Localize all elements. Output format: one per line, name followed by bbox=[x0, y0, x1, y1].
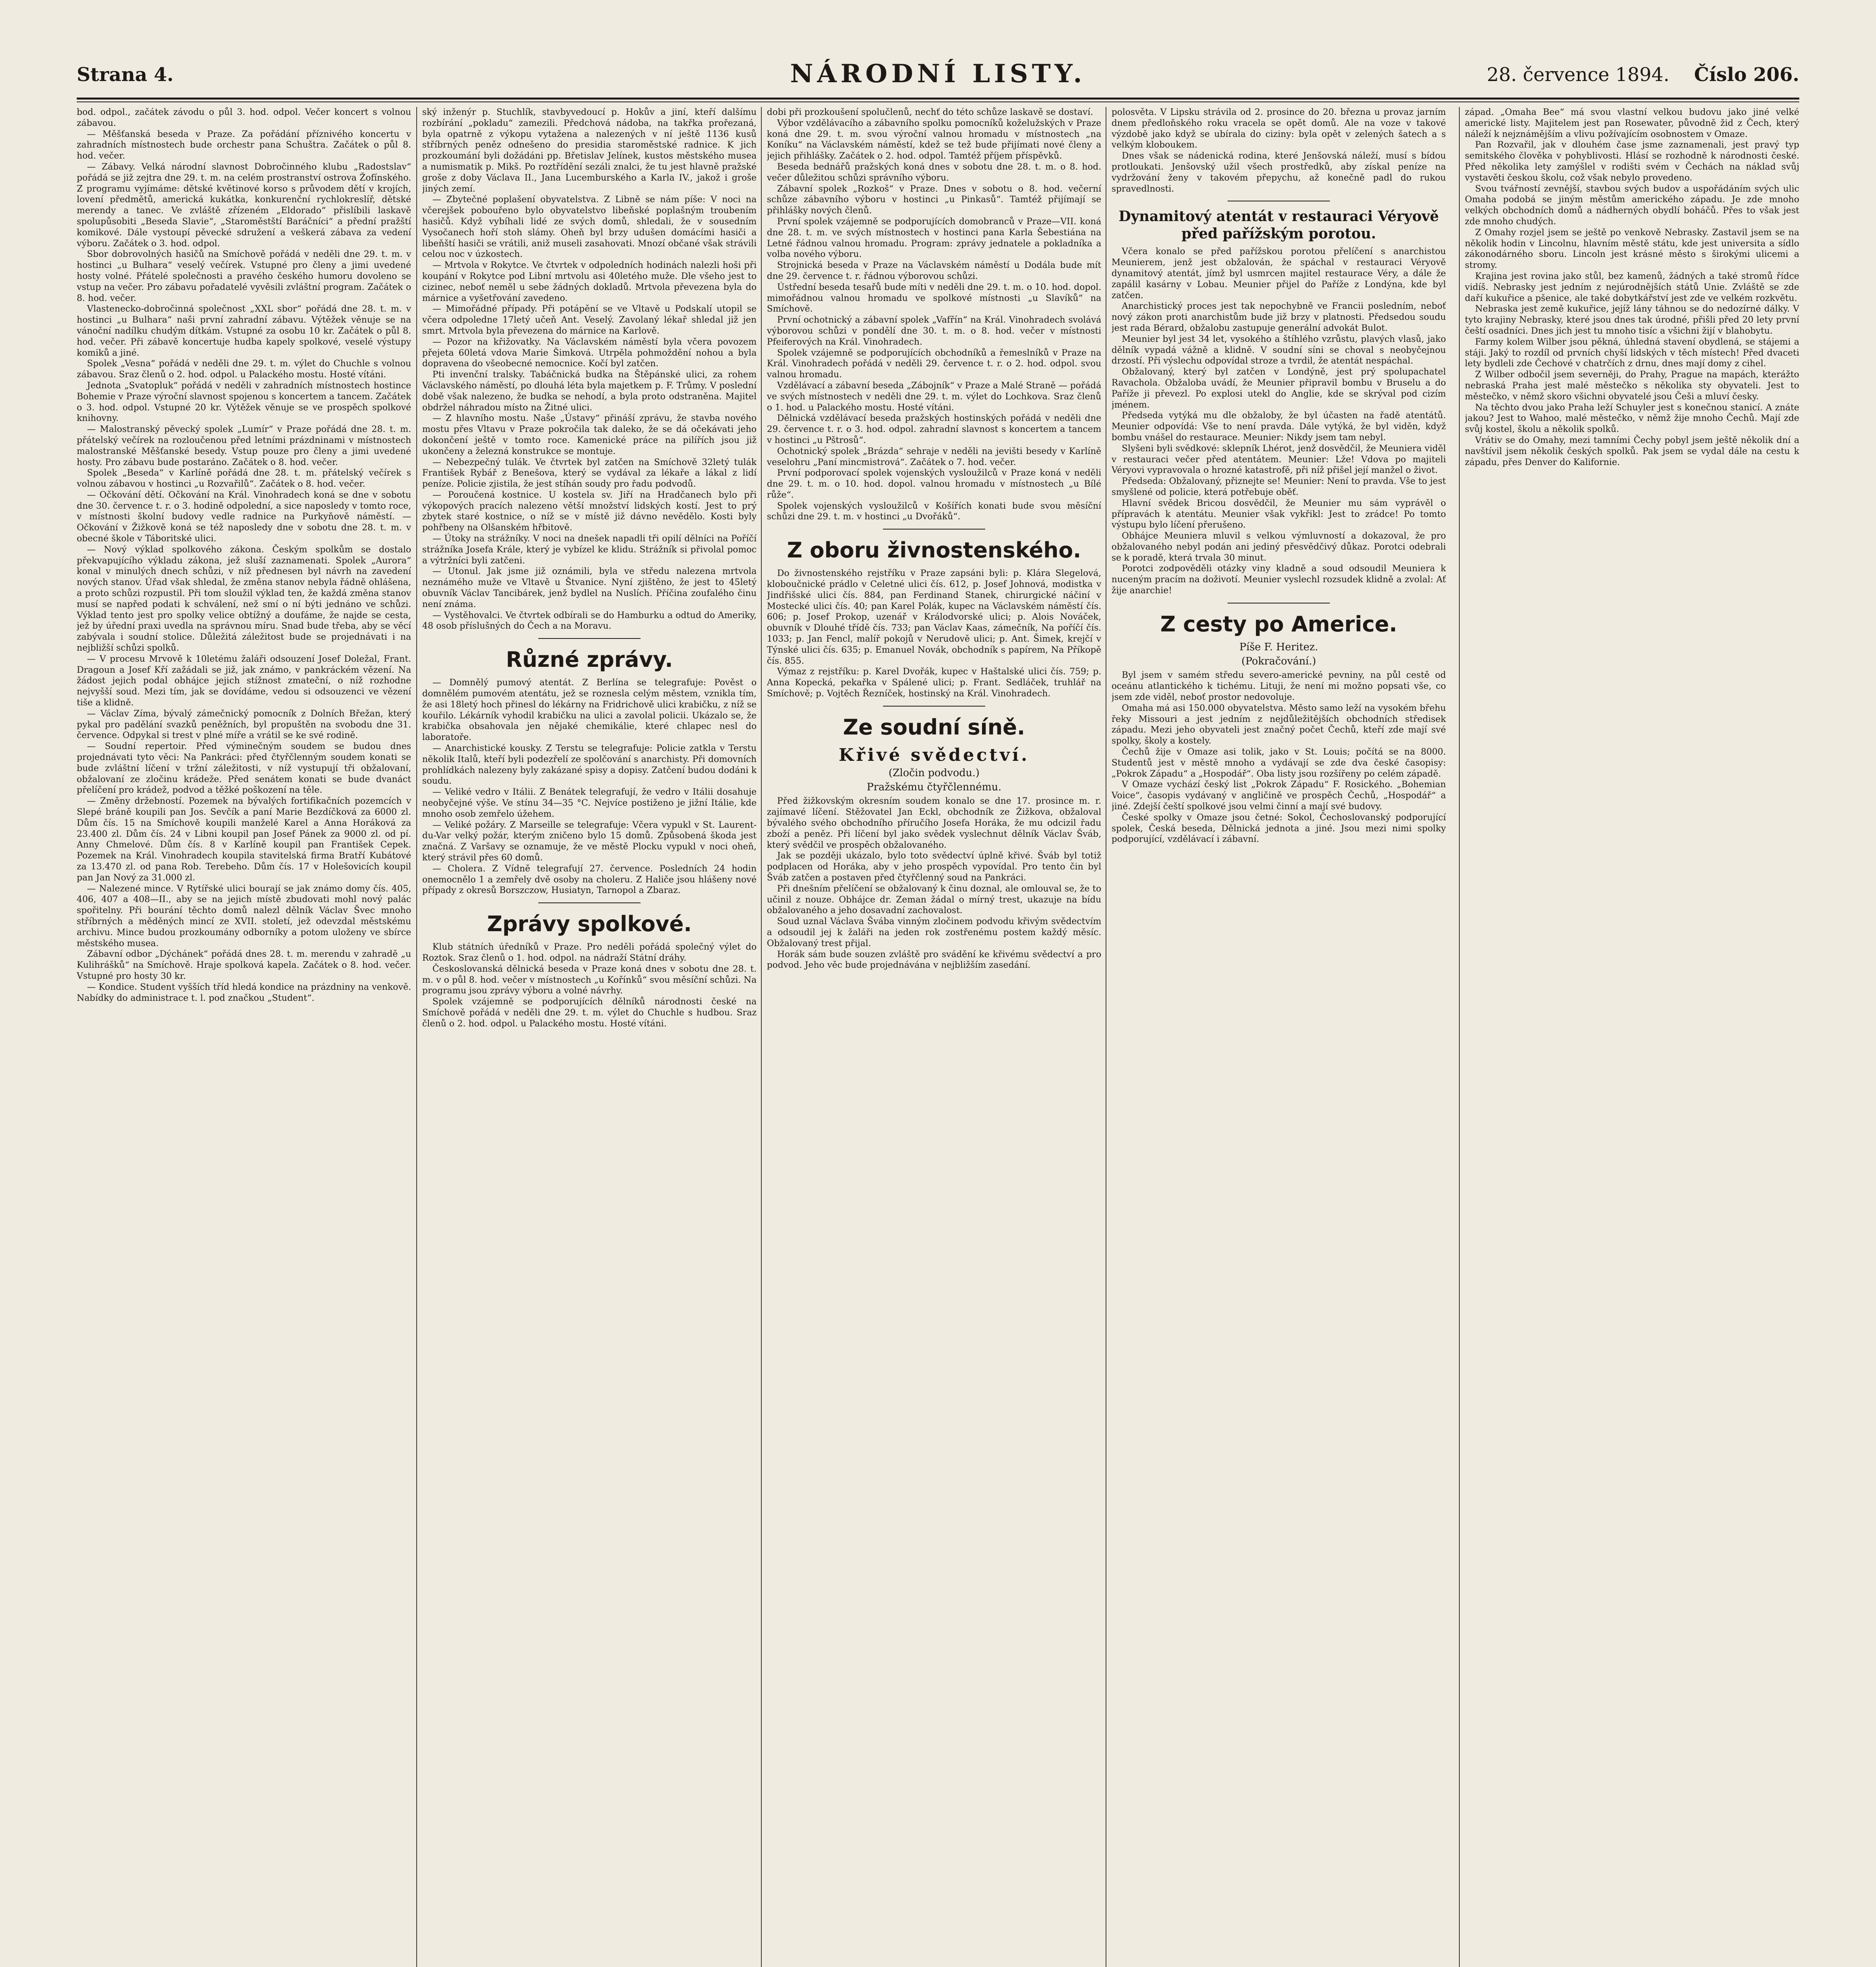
paragraph: — Změny držebností. Pozemek na bývalých fortifikačních pozemcích v Slepé bráně koupili pan Jos. Sevčík a paní Marie Bezdíčková za 6000 zl. Dům čís. 15 na Smíchově koupili manželé Karel a Anna Horáková za 23.400 zl. Dům čís. 24 v Libni koupil pan Josef Pánek za 9000 zl. od pí. Anny Chmelové. Dům čís. 8 v Karlíně koupil pan František Cepek. Pozemek na Král. Vinohradech koupila stavitelská firma Bratří Kubátové za 13.470 zl. od pana Rob. Terebeho. Dům čís. 17 v Holešovicích koupil pan Jan Nový za 31.000 zl. bbox=[77, 796, 411, 883]
paragraph: Obžalovaný, který byl zatčen v Londýně, jest prý spolupachatel Ravachola. Obžaloba uvádí, že Meunier připravil bombu v Bruselu a do Paříže ji převezl. Po explosi utekl do Anglie, kde se skrýval pod cizím jménem. bbox=[1112, 367, 1446, 410]
paragraph: Jednota „Svatopluk“ pořádá v neděli v zahradních místnostech hostince Bohemie v Praze výroční slavnost spojenou s koncertem a tancem. Začátek o 3. hod. odpol. Vstupné 20 kr. Výtěžek věnuje se ve prospěch spolkové knihovny. bbox=[77, 380, 411, 424]
paragraph: Slyšeni byli svědkové: sklepník Lhérot, jenž dosvědčil, že Meuniera viděl v restauraci večer před atentátem. Meunier: Lže! Vdova po majiteli Véryovi vypravovala o hrozné katastrofě, při níž přišel její manžel o život. bbox=[1112, 443, 1446, 476]
paragraph: Ústřední beseda tesařů bude míti v neděli dne 29. t. m. o 10. hod. dopol. mimořádnou valnou hromadu ve spolkové místnosti „u Slavíků“ na Smíchově. bbox=[767, 282, 1101, 314]
paragraph: Obhájce Meuniera mluvil s velkou výmluvností a dokazoval, že pro obžalovaného nebyl podán ani jediný přesvědčivý důkaz. Porotci odebrali se k poradě, která trvala 30 minut. bbox=[1112, 531, 1446, 563]
paragraph: — Očkování dětí. Očkování na Král. Vinohradech koná se dne v sobotu dne 30. července t. r. o 3. hodině odpolední, a sice naposledy v tomto roce, v místnosti školní budovy vedle radnice na Purkyňově náměstí. — Očkování v Žižkově koná se též naposledy dne v sobotu dne 28. t. m. v obecné škole v Táboritské ulici. bbox=[77, 489, 411, 544]
paragraph: Porotci zodpověděli otázky viny kladně a soud odsoudil Meuniera k nuceným pracím na doživotí. Meunier vyslechl rozsudek klidně a zvolal: Ať žije anarchie! bbox=[1112, 563, 1446, 596]
page-number: Strana 4. bbox=[77, 64, 174, 86]
paragraph: V Omaze vychází český list „Pokrok Západu“ F. Rosického. „Bohemian Voice“, časopis vydávaný v angličině ve prospěch Čechů, „Hospodář“ a jiné. Zdejší čeští spolkové jsou velmi činní a mají své budovy. bbox=[1112, 779, 1446, 812]
paragraph: — Útoky na strážníky. V noci na dnešek napadli tři opilí dělníci na Poříčí strážníka Josefa Krále, který je vybízel ke klidu. Strážník si přivolal pomoc a výtržníci byli zatčeni. bbox=[422, 533, 757, 566]
paragraph: — Cholera. Z Vídně telegrafují 27. července. Posledních 24 hodin onemocnělo 1 a zemřely dvě osoby na choleru. Z Haliče jsou hlášeny nové případy z okresů Borszczow, Husiatyn, Tarnopol a Zbaraz. bbox=[422, 863, 757, 896]
paragraph: Dělnická vzdělávací beseda pražských hostinských pořádá v neděli dne 29. července t. r. o 3. hod. odpol. zahradní slavnost s koncertem a tancem v hostinci „u Pštrosů“. bbox=[767, 413, 1101, 445]
paragraph: — Zábavy. Velká národní slavnost Dobročinného klubu „Radostslav“ pořádá se již zejtra dne 29. t. m. na celém prostranství ostrova Žofínského. Z programu vyjímáme: dětské květinové korso s průvodem dětí v krojích, lovení předmětů, americká kukátka, konkurenční rychlokreslíř, dětské merendy a tanec. Ve zvláště zřízeném „Eldorado“ přislíbili laskavě spolupůsobiti „Beseda Slavie“, „Staroměstští Baráčníci“ a přední pražští komikové. Dále vystoupí pěvecké sdružení a veškerá zábava za vedení výboru. Začátek o 3. hod. odpol. bbox=[77, 161, 411, 249]
paragraph: — Malostranský pěvecký spolek „Lumír“ v Praze pořádá dne 28. t. m. přátelský večírek na rozloučenou před letními prázdninami v místnostech malostranské Měšťanské besedy. Vstup pouze pro členy a jimi uvedené hosty. Pro zábavu bude postaráno. Začátek o 8. hod. večer. bbox=[77, 424, 411, 467]
section-separator bbox=[883, 706, 985, 707]
paragraph: dobi při prozkoušení spolučlenů, nechť do této schůze laskavě se dostaví. bbox=[767, 107, 1093, 117]
paragraph: Dnes však se nádenická rodina, které Jenšovská náleží, musí s bídou protloukati. Jenšovský užil všech prostředků, aby získal peníze na vydržování ženy v takovém přepychu, až konečně padl do rukou spravedlnosti. bbox=[1112, 151, 1446, 194]
paragraph: První spolek vzájemně se podporujících domobranců v Praze—VII. koná dne 28. t. m. ve svých místnostech v hostinci pana Karla Šebestiána na Letné řádnou valnou hromadu. Program: zprávy jednatele a pokladníka a volba nového výboru. bbox=[767, 216, 1101, 260]
paragraph: západ. „Omaha Bee“ má svou vlastní velkou budovu jako jiné velké americké listy. Majitelem jest pan Rosewater, původně žid z Čech, který náleží k nejznámějším a vlivu požívajícím osobnostem v Omaze. bbox=[1465, 107, 1799, 139]
paragraph: — Utonul. Jak jsme již oznámili, byla ve středu nalezena mrtvola neznámého muže ve Vltavě u Štvanice. Nyní zjištěno, že jest to 45letý obuvník Václav Tancibárek, jenž bydlel na Nuslích. Příčina zoufalého činu není známa. bbox=[422, 566, 757, 609]
paragraph: — Vystěhovalci. Ve čtvrtek odbírali se do Hamburku a odtud do Ameriky, 48 osob příslušných do Čech a na Moravu. bbox=[422, 610, 757, 631]
paragraph: — Poroučená kostnice. U kostela sv. Jiří na Hradčanech bylo při výkopových pracích nalezeno větší množství lidských kostí. Jest to prý zbytek staré kostnice, o níž se v místě již dávno nevědělo. Kosti byly pohřbeny na Olšanském hřbitově. bbox=[422, 489, 757, 533]
article-subtitle: (Pokračování.) bbox=[1241, 655, 1316, 667]
article-subtitle: (Zločin podvodu.) bbox=[888, 767, 980, 779]
paragraph: Ochotnický spolek „Brázda“ sehraje v neděli na jevišti besedy v Karlíně veselohru „Paní mincmistrová“. Začátek o 7. hod. večer. bbox=[767, 446, 1101, 467]
issue-number: Číslo 206. bbox=[1694, 64, 1799, 86]
paragraph: — Kondice. Student vyšších tříd hledá kondice na prázdniny na venkově. Nabídky do administrace t. l. pod značkou „Student“. bbox=[77, 982, 411, 1003]
paragraph: — Domnělý pumový atentát. Z Berlína se telegrafuje: Pověst o domnělém pumovém atentátu, jež se roznesla celým městem, vznikla tím, že asi 18letý hoch přinesl do lékárny na Fridrichově ulici krabičku, z níž se kouřilo. Lékárník vyhodil krabičku na ulici a zavolal policii. Ukázalo se, že krabička obsahovala jen nějaké chemikálie, které chlapec nesl do laboratoře. bbox=[422, 677, 757, 743]
paragraph: České spolky v Omaze jsou četné: Sokol, Čechoslovanský podporující spolek, Česká beseda, Dělnická jednota a jiné. Jsou mezi nimi spolky podporující, vzdělávací i zábavní. bbox=[1112, 812, 1446, 845]
paragraph: První ochotnický a zábavní spolek „Vafřín“ na Král. Vinohradech svolává výborovou schůzi v pondělí dne 30. t. m. o 8. hod. večer v místnosti Pfeiferových na Král. Vinohradech. bbox=[767, 315, 1101, 347]
paragraph: Spolek vzájemně se podporujících dělníků národnosti české na Smíchově pořádá v neděli dne 29. t. m. výlet do Chuchle s hudbou. Sraz členů o 2. hod. odpol. u Palackého mostu. Hosté vítáni. bbox=[422, 996, 757, 1029]
paragraph: Zábavní odbor „Dýchánek“ pořádá dnes 28. t. m. merendu v zahradě „u Kulihrášků“ na Smíchově. Hraje spolková kapela. Začátek o 8. hod. večer. Vstupné pro hosty 30 kr. bbox=[77, 949, 411, 981]
paragraph: Výmaz z rejstříku: p. Karel Dvořák, kupec v Haštalské ulici čís. 759; p. Anna Kopecká, pekařka v Spálené ulici; p. Frant. Sedláček, truhlář na Smíchově; p. Vojtěch Řezníček, hostinský na Král. Vinohradech. bbox=[767, 666, 1101, 699]
paragraph: Svou tvářností zevnější, stavbou svých budov a uspořádáním svých ulic Omaha podobá se jiným městům amerického západu. Je zde mnoho velkých obchodních domů a nádherných obydlí boháčů. Přes to však jest zde mnoho chudých. bbox=[1465, 183, 1799, 227]
article-title-dynamitovy-atentat: Dynamitový atentát v restauraci Véryově před pařížským porotou. bbox=[1119, 208, 1439, 242]
paragraph: Anarchistický proces jest tak nepochybně ve Francii posledním, neboť nový zákon proti anarchistům bude již brzy v platnosti. Předsedou soudu jest rada Bérard, obžalobu zastupuje generální advokát Bulot. bbox=[1112, 301, 1446, 333]
paragraph: Beseda bednářů pražských koná dnes v sobotu dne 28. t. m. o 8. hod. večer důležitou schůzi správního výboru. bbox=[767, 161, 1101, 183]
article-title-krive-svedectvi: Křivé svědectví. bbox=[838, 745, 1030, 765]
paragraph: — Veliké požáry. Z Marseille se telegrafuje: Včera vypukl v St. Laurent-du-Var velký požár, kterým zničeno bylo 15 domů. Způsobená škoda jest značná. Z Varšavy se oznamuje, že ve městě Plocku vypukl v noci oheň, který strávil přes 60 domů. bbox=[422, 819, 757, 863]
paragraph: Sbor dobrovolných hasičů na Smíchově pořádá v neděli dne 29. t. m. v hostinci „u Bulhara“ veselý večírek. Vstupné pro členy a jimi uvedené hosty volné. Přátelé společnosti a pravého českého humoru dovoleno se vstup na večer. Pro zábavu pořadatelé vyvěsili zvláštní program. Začátek o 8. hod. večer. bbox=[77, 249, 411, 303]
paragraph: Z Wilber odbočil jsem severněji, do Prahy, Prague na mapách, kterážto nebraská Praha jest malé městečko s několika sty obyvateli. Jest to městečko, v němž skoro všichni obyvatelé jsou Češi a mluví česky. bbox=[1465, 369, 1799, 402]
paragraph: — Nový výklad spolkového zákona. Českým spolkům se dostalo překvapujícího výkladu zákona, jež sluší zaznamenati. Spolek „Aurora“ konal v minulých dnech schůzi, v níž přednesen byl návrh na zavedení nových stanov. Úřad však shledal, že změna stanov nebyla řádně ohlášena, a proto schůzi rozpustil. Při tom sloužil výklad ten, že každá změna stanov musí se napřed podati k schválení, než smí o ní býti jednáno ve schůzi. Výklad tento jest pro spolky velice obtížný a doufáme, že najde se cesta, jež by úřední praxi uvedla na správnou míru. Snad bude třeba, aby se věcí zabývala i soudní stolice. Důležitá záležitost bude se projednávati i na nejbližší schůzi spolků. bbox=[77, 544, 411, 653]
paragraph: Horák sám bude souzen zvláště pro svádění ke křivému svědectví a pro podvod. Jeho věc bude projednávána v nejbližším zasedání. bbox=[767, 949, 1101, 971]
paragraph: Klub státních úředníků v Praze. Pro neděli pořádá společný výlet do Roztok. Sraz členů o 1. hod. odpol. na nádraží Státní dráhy. bbox=[422, 942, 757, 963]
column-divider bbox=[1459, 107, 1460, 1967]
paragraph: Byl jsem v samém středu severo-americké pevniny, na půl cestě od oceánu atlantického k tichému. Lituji, že není mi možno popsati vše, co jsem zde viděl, neboť prostor nedovoluje. bbox=[1112, 670, 1446, 703]
paragraph: — Mrtvola v Rokytce. Ve čtvrtek v odpoledních hodinách nalezli hoši při koupání v Rokytce pod Libní mrtvolu asi 40letého muže. Dle všeho jest to cizinec, neboť neměl u sebe žádných dokladů. Mrtvola převezena byla do márnice a vyšetřování zavedeno. bbox=[422, 260, 757, 303]
section-heading-zivnostenske: Z oboru živnostenského. bbox=[787, 538, 1081, 563]
paragraph: Předseda vytýká mu dle obžaloby, že byl účasten na řadě atentátů. Meunier odpovídá: Vše to není pravda. Dále vytýká, že byl viděn, když bombu vnášel do restaurace. Meunier: Nikdy jsem tam nebyl. bbox=[1112, 410, 1446, 443]
header-rule bbox=[77, 98, 1799, 100]
paragraph: — Pozor na křižovatky. Na Václavském náměstí byla včera povozem přejeta 60letá vdova Marie Šimková. Utrpěla pohmoždění nohou a byla dopravena do všeobecné nemocnice. Kočí byl zatčen. bbox=[422, 336, 757, 369]
section-separator bbox=[883, 529, 985, 530]
paragraph: Na těchto dvou jako Praha leží Schuyler jest s konečnou stanicí. A znáte jakou? Jest to Wahoo, malé městečko, v němž žije mnoho Čechů. Mají zde svůj kostel, školu a několik spolků. bbox=[1465, 402, 1799, 435]
paragraph: Soud uznal Václava Švába vinným zločinem podvodu křivým svědectvím a odsoudil jej k žaláři na jeden rok zostřenému postem každý měsíc. Obžalovaný trest přijal. bbox=[767, 916, 1101, 948]
section-heading-spolkove: Zprávy spolkové. bbox=[487, 912, 692, 937]
paragraph: Hlavní svědek Bricou dosvědčil, že Meunier mu sám vyprávěl o přípravách k atentátu. Meunier však vykřikl: Jest to zrádce! Po tomto výstupu bylo líčení přerušeno. bbox=[1112, 498, 1446, 530]
paragraph: Výbor vzdělávacího a zábavního spolku pomocníků koželužských v Praze koná dne 29. t. m. svou výroční valnou hromadu v místnostech „na Koníku“ na Václavském náměstí, kdež se tež bude přijímati nové členy a jejich přihlášky. Začátek o 2. hod. odpol. Tamtéž příjem příspěvků. bbox=[767, 118, 1101, 161]
paragraph: — V procesu Mrvově k 10letému žaláři odsouzení Josef Doležal, Frant. Dragoun a Josef Kří zažádali se již, jak známo, v pankráckém vězení. Na žádost jejich podal obhájce jejich stížnost zmateční, o níž rozhodne nejvyšší soud. Mezi tím, jak se dovídáme, vedou si odsouzenci ve vězení tiše a klidně. bbox=[77, 653, 411, 708]
paragraph: Do živnostenského rejstříku v Praze zapsáni byli: p. Klára Slegelová, kloboučnické prádlo v Celetné ulici čís. 612, p. Josef Johnová, modistka v Jindřišské ulici čís. 884, pan Ferdinand Stanek, chirurgické náčiní v Mostecké ulici čís. 40; pan Karel Polák, kupec na Václavském náměstí čís. 606; p. Josef Prokop, uzenář v Králodvorské ulici; p. Alois Nováček, obuvník v Dlouhé třídě čís. 733; pan Václav Kaas, zámečník, Na poříčí čís. 1033; p. Jan Fencl, malíř pokojů v Nerudově ulici; p. Ant. Šimek, krejčí v Týnské ulici čís. 635; p. Emanuel Novák, obchodník s papírem, Na Příkopě čís. 855. bbox=[767, 568, 1101, 666]
article-title-z-cesty-po-americe: Z cesty po Americe. bbox=[1160, 611, 1398, 637]
paragraph: — Soudní repertoir. Před výminečným soudem se budou dnes projednávati tyto věci: Na Pankráci: před čtyřčlenným soudem konati se bude zvláštní líčení v tržní záležitosti, v níž vystupují tři obžalovaní, obžalovaní ze zločinu krádeže. Před senátem konati se bude dvanáct přelíčení pro krádež, podvod a těžké poškození na těle. bbox=[77, 741, 411, 795]
paragraph: — Mimořádné případy. Při potápění se ve Vltavě u Podskalí utopil se včera odpoledne 17letý učeň Ant. Veselý. Zavolaný lékař shledal již jen smrt. Mrtvola byla převezena do márnice na Karlově. bbox=[422, 304, 757, 336]
paragraph: Včera konalo se před pařížskou porotou přelíčení s anarchistou Meunierem, jenž jest obžalován, že spáchal v restauraci Véryově dynamitový atentát, jímž byl usmrcen majitel restaurace Véry, a dále že zapálil kasárny v Lobau. Meunier přijel do Paříže z Londýna, kde byl zatčen. bbox=[1112, 246, 1446, 301]
article-byline: Píše F. Heritez. bbox=[1239, 641, 1318, 653]
paragraph: — Anarchistické kousky. Z Terstu se telegrafuje: Policie zatkla v Terstu několik Italů, kteří byli podezřelí ze spolčování s anarchisty. Při domovních prohlídkách nalezeny byly zakázané spisy a dopisy. Zatčení budou dodáni k soudu. bbox=[422, 743, 757, 786]
section-heading-soudni: Ze soudní síně. bbox=[843, 714, 1025, 740]
masthead bbox=[77, 59, 1799, 96]
paragraph: Krajina jest rovina jako stůl, bez kamenů, žádných a také stromů řídce vidíš. Nebrasky jest jedním z nejúrodnějších států Unie. Zvláště se zde daří kukuřice a pšenice, ale také dobytkářství jest zde ve velkém rozkvětu. bbox=[1465, 271, 1799, 303]
paragraph: První podporovací spolek vojenských vysloužilců v Praze koná v neděli dne 29. t. m. o 10. hod. dopol. valnou hromadu v místnostech „u Bílé růže“. bbox=[767, 468, 1101, 500]
paragraph: — Z hlavního mostu. Naše „Ústavy“ přináší zprávu, že stavba nového mostu přes Vltavu v Praze pokročila tak daleko, že se dá očekávati jeho dokončení ještě v tomto roce. Kamenické práce na pilířích jsou již ukončeny a železná konstrukce se montuje. bbox=[422, 413, 757, 456]
paragraph: Pan Rozvařil, jak v dlouhém čase jsme zaznamenali, jest pravý typ semitského člověka v pohyblivosti. Hlásí se rozhodně k národnosti české. Před několika lety zamýšlel v rodišti svém v Čechách na náklad svůj vystavěti českou školu, což však nebylo provedeno. bbox=[1465, 140, 1799, 183]
article-subtitle-court: Pražskému čtyřčlennému. bbox=[866, 781, 1002, 793]
paragraph: bod. odpol., začátek závodu o půl 3. hod. odpol. Večer koncert s volnou zábavou. bbox=[77, 107, 411, 128]
column-4 bbox=[1112, 107, 1446, 1967]
paragraph: Meunier byl jest 34 let, vysokého a štíhlého vzrůstu, plavých vlasů, jako dělník vypadá vážně a klidně. V soudní síni se choval s neobyčejnou drzostí. Při výslechu odpovídal stroze a tvrdil, že atentát nespáchal. bbox=[1112, 334, 1446, 366]
paragraph: Vzdělávací a zábavní beseda „Zábojník“ v Praze a Malé Straně — pořádá ve svých místnostech v neděli dne 29. t. m. výlet do Lochkova. Sraz členů o 1. hod. u Palackého mostu. Hosté vítáni. bbox=[767, 380, 1101, 413]
paragraph: Spolek vojenských vysloužilců v Košířích konati bude svou měsíční schůzi dne 29. t. m. v hostinci „u Dvořáků“. bbox=[767, 500, 1101, 522]
column-divider bbox=[761, 107, 762, 1967]
newspaper-title: NÁRODNÍ LISTY. bbox=[790, 59, 1086, 89]
paragraph: Při dnešním přelíčení se obžalovaný k činu doznal, ale omlouval se, že to učinil z nouze. Obhájce dr. Zeman žádal o mírný trest, ukazuje na bídu obžalovaného a jeho dosavadní zachovalost. bbox=[767, 883, 1101, 916]
paragraph: Čechů žije v Omaze asi tolik, jako v St. Louis; počítá se na 8000. Studentů jest v městě mnoho a vydávají se zde dva české časopisy: „Pokrok Západu“ a „Hospodář“. Oba listy jsou rozšířeny po celém západě. bbox=[1112, 747, 1446, 779]
paragraph: — Nalezené mince. V Rytířské ulici bourají se jak známo domy čís. 405, 406, 407 a 408—II., aby se na jejich místě zbudovati mohl nový palác spořitelny. Při bourání těchto domů nalezl dělník Václav Švec mnoho stříbrných a měděných mincí ze XVII. století, jež odevzdal městskému archivu. Mince budou prozkoumány odborníky a potom uloženy ve sbírce městského musea. bbox=[77, 883, 411, 948]
paragraph: Vrátiv se do Omahy, mezi tamními Čechy pobyl jsem ještě několik dní a navštívil jsem několik českých spolků. Pak jsem se vydal dále na cestu k západu, přes Denver do Kalifornie. bbox=[1465, 435, 1799, 467]
paragraph: Českoslovanská dělnická beseda v Praze koná dnes v sobotu dne 28. t. m. v o půl 8. hod. večer v místnostech „u Kořínků“ svou měsíční schůzi. Na programu jsou zprávy výboru a volné návrhy. bbox=[422, 963, 757, 996]
paragraph: Pti invenční tralsky. Tabáčnická budka na Štěpánské ulici, za rohem Václavského náměstí, po dlouhá léta byla majetkem p. F. Trůmy. V poslední době však nalezeno, že budka se nehodí, a byla proto odstraněna. Majitel obdržel náhradou místo na Žitné ulici. bbox=[422, 369, 757, 413]
paragraph: Z Omahy rozjel jsem se ještě po venkově Nebrasky. Zastavil jsem se na několik hodin v Lincolnu, hlavním městě státu, kde jest universita a sídlo zákonodárného sboru. Lincoln jest krásné město s širokými ulicemi a stromy. bbox=[1465, 227, 1799, 271]
column-3 bbox=[767, 107, 1101, 1967]
paragraph: Před žižkovským okresním soudem konalo se dne 17. prosince m. r. zajímavé líčení. Stěžovatel Jan Eckl, obchodník ze Žižkova, obžaloval bývalého svého obchodního příručího Josefa Horáka, že mu odcizil řadu zboží a peněz. Při líčení byl jako svědek vyslechnut dělník Václav Šváb, který svědčil ve prospěch obžalovaného. bbox=[767, 796, 1101, 850]
paragraph: ský inženýr p. Stuchlík, stavbyvedoucí p. Hokův a jiní, kteří dalšímu rozbírání „pokladu“ zamezili. Předchová nádoba, na takřka prořezaná, byla opatrně z výkopu vytažena a nalezených v ní ještě 1136 kusů stříbrných peněz odnešeno do presidia staroměstské radnice. K jich prozkoumání byli dožádáni pp. Břetislav Jelínek, kustos městského musea a numismatik p. Mikš. Po roztřídění sezáli znalci, že tu jest hlavně pražské groše z doby Václava II., Jana Lucemburského a Karla IV., jakož i groše jiných zemí. bbox=[422, 107, 757, 194]
paragraph: Spolek „Beseda“ v Karlíně pořádá dne 28. t. m. přátelský večírek s volnou zábavou v hostinci „u Rozvařilů“. Začátek o 8. hod. večer. bbox=[77, 468, 411, 489]
paragraph: — Měšťanská beseda v Praze. Za pořádání příznivého koncertu v zahradních místnostech bude orchestr pana Schuštra. Začátek o půl 8. hod. večer. bbox=[77, 129, 411, 161]
column-divider bbox=[416, 107, 417, 1967]
paragraph: — Nebezpečný tulák. Ve čtvrtek byl zatčen na Smíchově 32letý tulák František Rybář z Benešova, který se vydával za lékaře a lákal z lidí peníze. Policie zjistila, že jest stíhán soudy pro řadu podvodů. bbox=[422, 457, 757, 489]
paragraph: Nebraska jest země kukuřice, jejíž lány táhnou se do nedozírné dálky. V tyto krajiny Nebrasky, které jsou dnes tak úrodné, přišli před 20 lety první čeští osadníci. Dnes jich jest tu mnoho tisíc a všichni žijí v blahobytu. bbox=[1465, 304, 1799, 336]
paragraph: polosvěta. V Lipsku strávila od 2. prosince do 20. března u provaz jarním dnem předloňského roku vracela se opět domů. Ale na voze v takové výzdobě jako když se ubírala do ciziny: byla opět v zelených šatech a s velkým kloboukem. bbox=[1112, 107, 1446, 150]
paragraph: Farmy kolem Wilber jsou pěkná, úhledná stavení obydlená, se stájemi a stáji. Jaký to rozdíl od prvních chyší lidských v těch místech! Před dvaceti lety bydleli zde Čechové v chatrčích z drnu, dnes mají domy z cihel. bbox=[1465, 336, 1799, 369]
paragraph: Jak se později ukázalo, bylo toto svědectví úplně křivé. Šváb byl totiž podplacen od Horáka, aby v jeho prospěch vypovídal. Pro tento čin byl Šváb zatčen a postaven před čtyřčlenný soud na Pankráci. bbox=[767, 851, 1101, 883]
header-rule-thin bbox=[77, 101, 1799, 102]
paragraph: Vlastenecko-dobročinná společnost „XXL sbor“ pořádá dne 28. t. m. v hostinci „u Bulhara“ naši první zahradní zábavu. Výtěžek věnuje se na vánoční nadílku chudým dítkám. Vstupné za osobu 10 kr. Začátek o půl 8. hod. večer. Při zábavě koncertuje hudba kapely spolkové, veselé výstupy komiků a jiné. bbox=[77, 304, 411, 358]
section-heading-ruzne: Různé zprávy. bbox=[506, 647, 673, 672]
paragraph: Spolek vzájemně se podporujících obchodníků a řemeslníků v Praze na Král. Vinohradech pořádá v neděli 29. července t. r. o 2. hod. odpol. svou valnou hromadu. bbox=[767, 347, 1101, 380]
section-separator bbox=[538, 902, 641, 903]
issue-date: 28. července 1894. bbox=[1486, 64, 1669, 86]
paragraph: Spolek „Vesna“ pořádá v neděli dne 29. t. m. výlet do Chuchle s volnou zábavou. Sraz členů o 2. hod. odpol. u Palackého mostu. Hosté vítáni. bbox=[77, 358, 411, 380]
column-2 bbox=[422, 107, 757, 1967]
paragraph: Strojnická beseda v Praze na Václavském náměstí u Dodála bude mít dne 29. července t. r. řádnou výborovou schůzi. bbox=[767, 260, 1101, 281]
column-5 bbox=[1465, 107, 1799, 1967]
column-1 bbox=[77, 107, 411, 1967]
paragraph: Předseda: Obžalovaný, přiznejte se! Meunier: Není to pravda. Vše to jest smyšlené od policie, která potřebuje oběť. bbox=[1112, 476, 1446, 497]
paragraph: — Václav Zíma, bývalý zámečnický pomocník z Dolních Břežan, který pykal pro padělání svazků peněžních, byl propuštěn na svobodu dne 31. července. Odpykal si trest v plné míře a vrátil se ke své rodině. bbox=[77, 708, 411, 741]
paragraph: — Zbytečné poplašení obyvatelstva. Z Libně se nám píše: V noci na včerejšek pobouřeno bylo obyvatelstvo libeňské poplašným troubením hasičů. Když vybíhali lidé ze svých domů, shledali, že v sousedním Vysočanech hoří stoh slámy. Oheň byl brzy udušen domácími hasiči a libeňští hasiči se vrátili, aniž museli zasahovati. Mnozí občané však strávili celou noc v úzkostech. bbox=[422, 194, 757, 260]
paragraph: — Veliké vedro v Itálii. Z Benátek telegrafují, že vedro v Itálii dosahuje neobyčejné výše. Ve stínu 34—35 °C. Nejvíce postiženo je jižní Itálie, kde mnoho osob zemřelo úžehem. bbox=[422, 787, 757, 819]
paragraph: Zábavní spolek „Rozkoš“ v Praze. Dnes v sobotu o 8. hod. večerní schůze zábavního výboru v hostinci „u Pinkasů“. Tamtéž přijímají se přihlášky nových členů. bbox=[767, 183, 1101, 216]
paragraph: Omaha má asi 150.000 obyvatelstva. Město samo leží na vysokém břehu řeky Missouri a jest jedním z nejdůležitějších obchodních středisek západu. Mezi jeho obyvateli jest značný počet Čechů, kteří zde mají své spolky, školy a kostely. bbox=[1112, 703, 1446, 746]
section-separator bbox=[538, 638, 641, 639]
